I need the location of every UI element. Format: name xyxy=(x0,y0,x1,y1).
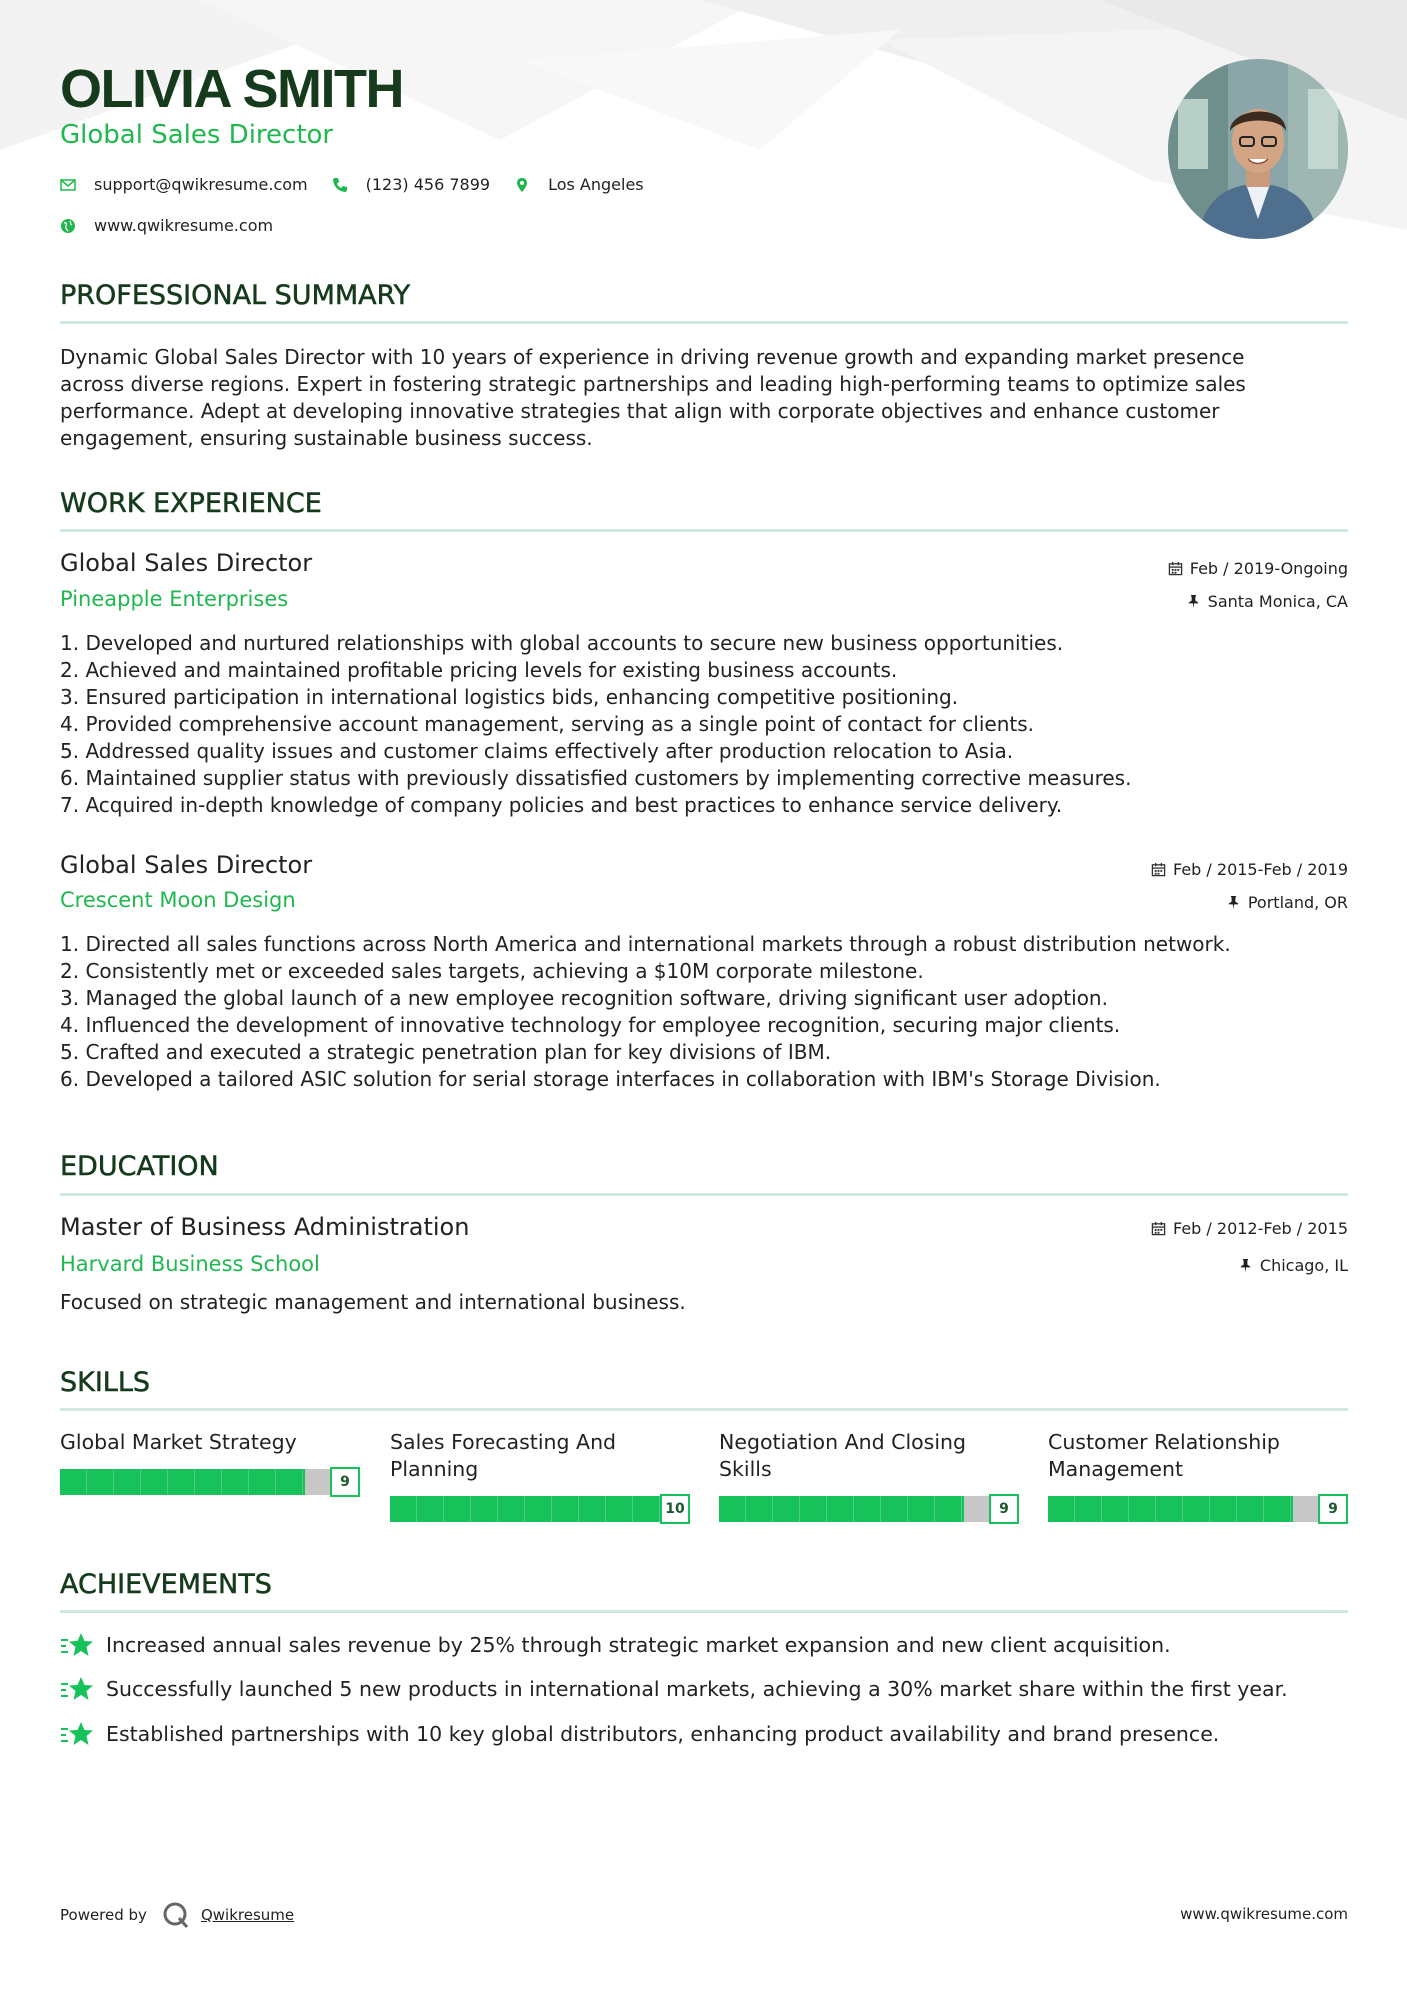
footer-website[interactable]: www.qwikresume.com xyxy=(1180,1905,1348,1923)
achievement-item xyxy=(60,1675,1348,1703)
job-company: Pineapple Enterprises xyxy=(60,587,289,611)
job-dates-text: Feb / 2015-Feb / 2019 xyxy=(1173,860,1348,879)
job-location-text: Santa Monica, CA xyxy=(1207,592,1348,611)
skill-bar-track xyxy=(60,1469,332,1495)
skill-label-line: Customer Relationship xyxy=(1048,1430,1280,1454)
location-text: Los Angeles xyxy=(548,175,644,194)
skill-label-line: Global Market Strategy xyxy=(60,1430,297,1454)
job-dates xyxy=(1168,559,1348,578)
skill-label xyxy=(1048,1429,1348,1483)
star-icon xyxy=(60,1675,94,1703)
globe-icon xyxy=(60,218,76,234)
education-location xyxy=(1238,1256,1348,1275)
list-item: 1. Directed all sales functions across North America and international markets through a robust distribution network. xyxy=(60,932,1231,956)
list-item: 4. Provided comprehensive account management, serving as a single point of contact for clients. xyxy=(60,712,1035,736)
star-icon xyxy=(60,1631,94,1659)
email-text: support@qwikresume.com xyxy=(94,175,308,194)
skill-value: 9 xyxy=(989,1494,1019,1524)
job-bullets xyxy=(60,931,1348,1093)
experience-divider xyxy=(60,529,1348,532)
skill-bar-track xyxy=(1048,1496,1320,1522)
job-location xyxy=(1226,893,1348,912)
education-degree: Master of Business Administration xyxy=(60,1213,470,1241)
list-item: 7. Acquired in-depth knowledge of company policies and best practices to enhance service delivery. xyxy=(60,793,1063,817)
skill-bar xyxy=(390,1494,690,1524)
summary-line: engagement, ensuring sustainable business success. xyxy=(60,426,593,450)
contact-location xyxy=(514,175,644,194)
list-item: 3. Ensured participation in international logistics bids, enhancing competitive positioning. xyxy=(60,685,959,709)
pushpin-icon xyxy=(1226,895,1241,910)
summary-divider xyxy=(60,321,1348,324)
phone-icon xyxy=(332,177,348,193)
skill-label-line: Skills xyxy=(719,1457,772,1481)
skill-label xyxy=(60,1429,360,1456)
profile-photo xyxy=(1168,59,1348,239)
contact-website[interactable] xyxy=(60,216,273,235)
contact-email[interactable] xyxy=(60,175,308,194)
education-heading: EDUCATION xyxy=(60,1151,219,1182)
list-item: 3. Managed the global launch of a new employee recognition software, driving significant user adoption. xyxy=(60,986,1108,1010)
skill-value: 9 xyxy=(1318,1494,1348,1524)
list-item: 5. Crafted and executed a strategic penetration plan for key divisions of IBM. xyxy=(60,1040,832,1064)
job-bullets xyxy=(60,630,1348,819)
skill-label xyxy=(390,1429,690,1483)
education-location-text: Chicago, IL xyxy=(1259,1256,1348,1275)
skill-label-line: Management xyxy=(1048,1457,1184,1481)
list-item: 1. Developed and nurtured relationships with global accounts to secure new business opportunities. xyxy=(60,631,1064,655)
pushpin-icon xyxy=(1238,1258,1253,1273)
skill-label-line: Sales Forecasting And xyxy=(390,1430,617,1454)
website-text: www.qwikresume.com xyxy=(94,216,274,235)
star-icon xyxy=(60,1720,94,1748)
list-item: 2. Achieved and maintained profitable pricing levels for existing business accounts. xyxy=(60,658,898,682)
skill-bar-fill xyxy=(390,1496,662,1522)
envelope-icon xyxy=(60,177,76,193)
skill-label-line: Planning xyxy=(390,1457,479,1481)
job-location xyxy=(1186,592,1348,611)
contact-row-web xyxy=(60,216,297,235)
summary-text xyxy=(60,344,1348,452)
skill-item xyxy=(1048,1429,1348,1517)
education-school: Harvard Business School xyxy=(60,1252,320,1276)
job-title: Global Sales Director xyxy=(60,549,313,577)
skill-item xyxy=(390,1429,690,1517)
calendar-icon xyxy=(1151,1221,1166,1236)
summary-line: performance. Adept at developing innovative strategies that align with corporate objectives and enhance customer xyxy=(60,399,1220,423)
job-dates-text: Feb / 2019-Ongoing xyxy=(1189,559,1348,578)
list-item: 6. Developed a tailored ASIC solution for serial storage interfaces in collaboration with IBM's Storage Division. xyxy=(60,1067,1161,1091)
skill-item xyxy=(719,1429,1019,1517)
skill-bar xyxy=(60,1467,360,1497)
calendar-icon xyxy=(1168,561,1183,576)
qwikresume-link[interactable]: Qwikresume xyxy=(200,1906,295,1924)
achievements-divider xyxy=(60,1610,1348,1613)
skills-heading: SKILLS xyxy=(60,1367,151,1398)
achievement-text: Successfully launched 5 new products in international markets, achieving a 30% market share within the first year. xyxy=(106,1677,1288,1701)
summary-heading: PROFESSIONAL SUMMARY xyxy=(60,280,411,311)
skill-label xyxy=(719,1429,1019,1483)
education-dates xyxy=(1151,1219,1348,1238)
list-item: 6. Maintained supplier status with previously dissatisfied customers by implementing corrective measures. xyxy=(60,766,1132,790)
education-dates-text: Feb / 2012-Feb / 2015 xyxy=(1173,1219,1348,1238)
calendar-icon xyxy=(1151,862,1166,877)
skill-bar-fill xyxy=(60,1469,305,1495)
candidate-name: OLIVIA SMITH xyxy=(60,59,403,119)
achievements-heading: ACHIEVEMENTS xyxy=(60,1569,272,1600)
skill-label-line: Negotiation And Closing xyxy=(719,1430,967,1454)
skill-bar-fill xyxy=(1048,1496,1293,1522)
skill-bar xyxy=(1048,1494,1348,1524)
phone-text: (123) 456 7899 xyxy=(365,175,491,194)
skill-value: 10 xyxy=(660,1494,690,1524)
list-item: 2. Consistently met or exceeded sales targets, achieving a $10M corporate milestone. xyxy=(60,959,924,983)
achievement-item xyxy=(60,1631,1348,1659)
qwikresume-logo-icon xyxy=(161,1900,191,1930)
skill-bar-track xyxy=(719,1496,991,1522)
summary-line: Dynamic Global Sales Director with 10 years of experience in driving revenue growth and expanding market presence xyxy=(60,345,1245,369)
skill-item xyxy=(60,1429,360,1490)
list-item: 4. Influenced the development of innovative technology for employee recognition, securing major clients. xyxy=(60,1013,1121,1037)
summary-line: across diverse regions. Expert in fostering strategic partnerships and leading high-performing teams to optimize sales xyxy=(60,372,1246,396)
education-divider xyxy=(60,1193,1348,1196)
job-title: Global Sales Director xyxy=(60,851,313,879)
achievement-text: Established partnerships with 10 key global distributors, enhancing product availability and brand presence. xyxy=(106,1722,1220,1746)
experience-heading: WORK EXPERIENCE xyxy=(60,488,322,519)
skill-bar-track xyxy=(390,1496,662,1522)
skill-bar xyxy=(719,1494,1019,1524)
candidate-title: Global Sales Director xyxy=(60,120,334,150)
achievement-item xyxy=(60,1720,1348,1748)
contact-phone[interactable] xyxy=(332,175,490,194)
skills-divider xyxy=(60,1408,1348,1411)
skill-value: 9 xyxy=(330,1467,360,1497)
footer-powered-by xyxy=(60,1900,294,1930)
achievement-text: Increased annual sales revenue by 25% through strategic market expansion and new client acquisition. xyxy=(106,1633,1171,1657)
job-dates xyxy=(1151,860,1348,879)
job-company: Crescent Moon Design xyxy=(60,888,296,912)
contact-row xyxy=(60,175,668,194)
map-marker-icon xyxy=(514,177,530,193)
job-location-text: Portland, OR xyxy=(1247,893,1348,912)
pushpin-icon xyxy=(1186,594,1201,609)
powered-by-label: Powered by xyxy=(60,1906,147,1924)
list-item: 5. Addressed quality issues and customer claims effectively after production relocation to Asia. xyxy=(60,739,1014,763)
education-description: Focused on strategic management and international business. xyxy=(60,1290,686,1314)
skill-bar-fill xyxy=(719,1496,964,1522)
